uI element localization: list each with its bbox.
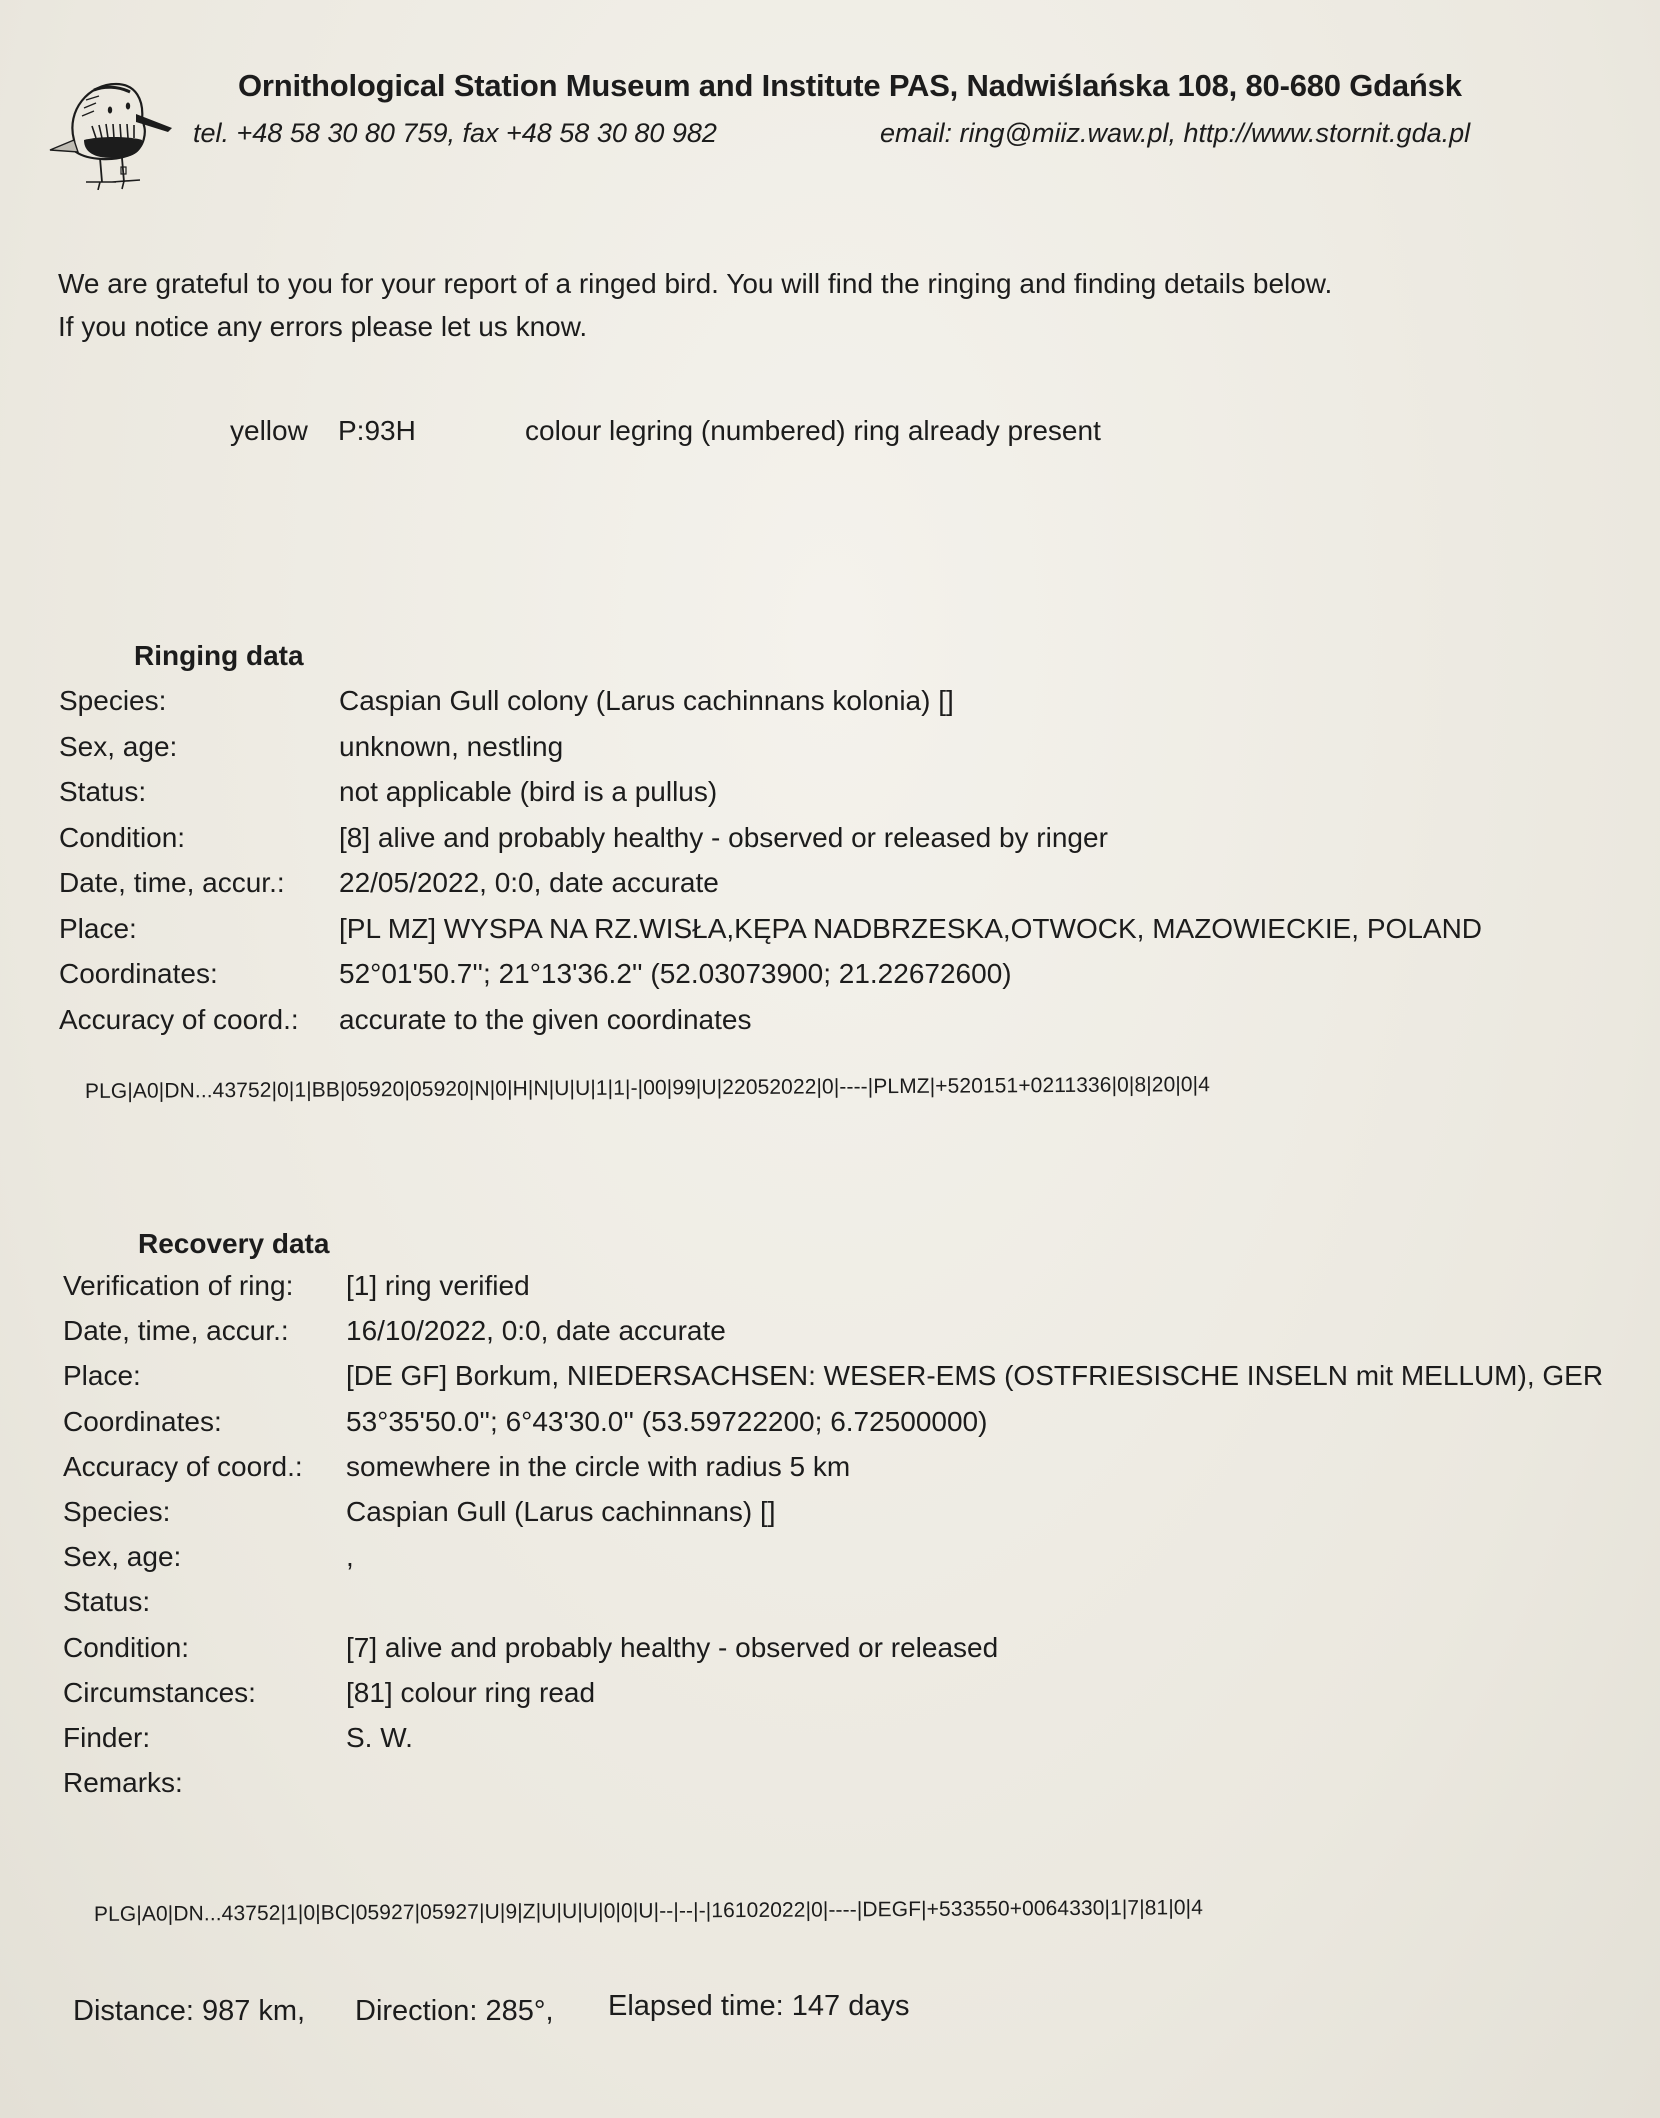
bird-logo-icon (44, 70, 174, 190)
field-label: Sex, age: (63, 1541, 182, 1573)
field-value: unknown, nestling (339, 730, 564, 762)
field-value: [DE GF] Borkum, NIEDERSACHSEN: WESER-EMS (OSTFRIESISCHE INSELN mit MELLUM), GER (346, 1360, 1604, 1392)
ringing-data-title: Ringing data (134, 640, 304, 671)
intro-text (58, 262, 1332, 348)
field-label: Date, time, accur.: (59, 867, 285, 898)
field-value: , (346, 1541, 354, 1573)
field-value: [7] alive and probably healthy - observed or released (346, 1631, 999, 1663)
elapsed-time: Elapsed time: 147 days (608, 1990, 910, 2022)
field-value: somewhere in the circle with radius 5 km (346, 1450, 851, 1482)
ring-colour: yellow (230, 415, 308, 446)
field-label: Condition: (63, 1631, 190, 1663)
field-label: Finder: (63, 1721, 151, 1753)
field-value: S. W. (346, 1721, 413, 1753)
field-value: Caspian Gull (Larus cachinnans) [] (346, 1495, 776, 1527)
field-label: Coordinates: (59, 958, 218, 989)
field-label: Coordinates: (63, 1405, 222, 1437)
field-label: Remarks: (63, 1767, 183, 1799)
recovery-data-title: Recovery data (138, 1228, 330, 1259)
intro-line-1: We are grateful to you for your report of a ringed bird. You will find the ringing and finding details below. (58, 268, 1333, 299)
field-label: Status: (59, 776, 147, 807)
field-value: [1] ring verified (346, 1270, 530, 1301)
field-label: Date, time, accur.: (63, 1315, 289, 1347)
institution-title: Ornithological Station Museum and Institute PAS, Nadwiślańska 108, 80-680 Gdańsk (238, 68, 1462, 103)
field-value: 16/10/2022, 0:0, date accurate (346, 1315, 726, 1347)
field-label: Status: (63, 1586, 151, 1618)
field-value: [PL MZ] WYSPA NA RZ.WISŁA,KĘPA NADBRZESKA,OTWOCK, MAZOWIECKIE, POLAND (339, 912, 1483, 944)
field-label: Sex, age: (59, 730, 178, 762)
ring-code: P:93H (338, 415, 416, 446)
recovery-euring-code: PLG|A0|DN...43752|1|0|BC|05927|05927|U|9|Z|U|U|U|0|0|U|--|--|-|16102022|0|----|DEGF|+533550+0064330|1|7|81|0|4 (93, 1896, 1204, 1926)
intro-line-2: If you notice any errors please let us know. (58, 311, 588, 342)
field-label: Circumstances: (63, 1676, 256, 1708)
email-website: email: ring@miiz.waw.pl, http://www.stornit.gda.pl (880, 118, 1471, 148)
field-value: 53°35'50.0''; 6°43'30.0'' (53.59722200; 6.72500000) (346, 1405, 988, 1437)
field-label: Verification of ring: (63, 1270, 294, 1301)
field-label: Place: (59, 912, 137, 944)
phone-fax: tel. +48 58 30 80 759, fax +48 58 30 80 982 (193, 118, 717, 148)
field-value: accurate to the given coordinates (339, 1003, 752, 1035)
field-label: Condition: (59, 821, 186, 853)
ringing-euring-code: PLG|A0|DN...43752|0|1|BB|05920|05920|N|0|H|N|U|U|1|1|-|00|99|U|22052022|0|----|PLMZ|+520151+0211336|0|8|20|0|4 (84, 1073, 1211, 1103)
field-label: Species: (59, 685, 167, 716)
distance: Distance: 987 km, (73, 1995, 306, 2027)
field-value: Caspian Gull colony (Larus cachinnans kolonia) [] (339, 685, 954, 716)
field-value: [81] colour ring read (346, 1676, 596, 1708)
field-label: Place: (63, 1360, 141, 1392)
field-value: 22/05/2022, 0:0, date accurate (339, 867, 719, 898)
direction: Direction: 285°, (355, 1995, 554, 2027)
ring-type: colour legring (numbered) ring already present (525, 415, 1101, 446)
field-label: Species: (63, 1495, 171, 1527)
field-value: 52°01'50.7''; 21°13'36.2'' (52.03073900; 21.22672600) (339, 958, 1012, 989)
field-label: Accuracy of coord.: (63, 1450, 303, 1482)
field-value: not applicable (bird is a pullus) (339, 776, 718, 807)
field-value: [8] alive and probably healthy - observed or released by ringer (339, 821, 1108, 853)
field-label: Accuracy of coord.: (59, 1003, 299, 1035)
